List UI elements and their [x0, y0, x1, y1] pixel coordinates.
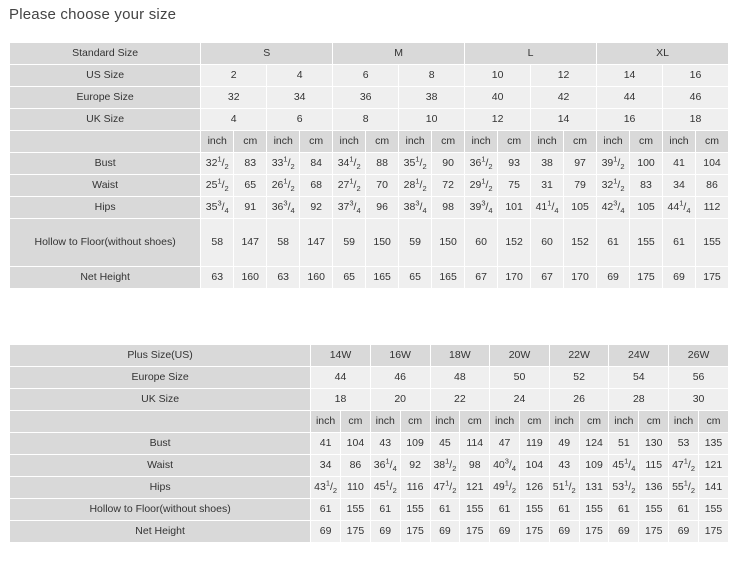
- measurement-value-cell: $39^3/_4$: [465, 197, 498, 219]
- measurement-value-cell: 43: [549, 455, 579, 477]
- unit-header-cell: inch: [201, 131, 234, 153]
- table-row: [10, 87, 729, 109]
- measurement-value-cell: 65: [333, 267, 366, 289]
- measurement-value-cell: $41^1/_4$: [531, 197, 564, 219]
- measurement-value-cell: 119: [519, 433, 549, 455]
- measurement-value-cell: 49: [549, 433, 579, 455]
- table-row: [10, 499, 729, 521]
- measurement-value-cell: 84: [300, 153, 333, 175]
- plus-size-chart: [9, 344, 729, 543]
- unit-header-cell: cm: [564, 131, 597, 153]
- standard-size-table: [9, 42, 729, 289]
- table-row: [10, 345, 729, 367]
- size-value-cell: 36: [333, 87, 399, 109]
- measurement-value-cell: 97: [564, 153, 597, 175]
- measurement-value-cell: 141: [698, 477, 728, 499]
- measurement-value-cell: 69: [663, 267, 696, 289]
- measurement-value-cell: 116: [400, 477, 430, 499]
- measurement-value-cell: 155: [519, 499, 549, 521]
- measurement-value-cell: 160: [234, 267, 267, 289]
- measurement-value-cell: 31: [531, 175, 564, 197]
- measurement-value-cell: 104: [341, 433, 371, 455]
- measurement-value-cell: 170: [498, 267, 531, 289]
- unit-header-cell: inch: [370, 411, 400, 433]
- measurement-value-cell: 126: [519, 477, 549, 499]
- measurement-value-cell: 98: [432, 197, 465, 219]
- measurement-value-cell: $38^1/_2$: [430, 455, 460, 477]
- table-row: [10, 109, 729, 131]
- size-value-cell: 50: [490, 367, 550, 389]
- measurement-value-cell: 61: [490, 499, 520, 521]
- measurement-value-cell: 109: [579, 455, 609, 477]
- measurement-value-cell: 96: [366, 197, 399, 219]
- table-row: [10, 521, 729, 543]
- unit-header-cell: inch: [465, 131, 498, 153]
- measurement-value-cell: 175: [639, 521, 669, 543]
- unit-header-cell: inch: [669, 411, 699, 433]
- measurement-value-cell: 147: [300, 219, 333, 267]
- measurement-value-cell: 58: [267, 219, 300, 267]
- row-header-units: [10, 131, 201, 153]
- measurement-value-cell: 175: [579, 521, 609, 543]
- size-value-cell: 26W: [669, 345, 729, 367]
- measurement-value-cell: 150: [432, 219, 465, 267]
- measurement-value-cell: 114: [460, 433, 490, 455]
- measurement-value-cell: 47: [490, 433, 520, 455]
- measurement-value-cell: 60: [465, 219, 498, 267]
- measurement-value-cell: $45^1/_4$: [609, 455, 639, 477]
- measurement-value-cell: 150: [366, 219, 399, 267]
- measurement-value-cell: 100: [630, 153, 663, 175]
- measurement-value-cell: 101: [498, 197, 531, 219]
- size-value-cell: 22W: [549, 345, 609, 367]
- size-value-cell: 18W: [430, 345, 490, 367]
- unit-header-cell: cm: [498, 131, 531, 153]
- measurement-value-cell: $36^1/_2$: [465, 153, 498, 175]
- measurement-value-cell: $29^1/_2$: [465, 175, 498, 197]
- table-row: [10, 367, 729, 389]
- size-value-cell: 14W: [311, 345, 371, 367]
- unit-header-cell: inch: [311, 411, 341, 433]
- table-row: [10, 43, 729, 65]
- row-header-europe-size: Europe Size: [10, 367, 311, 389]
- size-value-cell: 10: [399, 109, 465, 131]
- measurement-value-cell: 105: [564, 197, 597, 219]
- measurement-value-cell: 155: [639, 499, 669, 521]
- measurement-value-cell: 51: [609, 433, 639, 455]
- measurement-value-cell: 155: [630, 219, 663, 267]
- table-row: [10, 389, 729, 411]
- size-value-cell: 12: [465, 109, 531, 131]
- size-value-cell: 16: [597, 109, 663, 131]
- measurement-value-cell: 155: [400, 499, 430, 521]
- measurement-value-cell: 34: [311, 455, 341, 477]
- measurement-value-cell: 175: [341, 521, 371, 543]
- measurement-value-cell: 58: [201, 219, 234, 267]
- plus-size-table: [9, 344, 729, 543]
- measurement-value-cell: 61: [311, 499, 341, 521]
- measurement-value-cell: $33^1/_2$: [267, 153, 300, 175]
- standard-size-chart: [9, 42, 729, 289]
- measurement-value-cell: 91: [234, 197, 267, 219]
- measurement-value-cell: $36^1/_4$: [370, 455, 400, 477]
- measurement-value-cell: 53: [669, 433, 699, 455]
- measurement-value-cell: 110: [341, 477, 371, 499]
- measurement-value-cell: 104: [519, 455, 549, 477]
- size-value-cell: 48: [430, 367, 490, 389]
- measurement-value-cell: 86: [341, 455, 371, 477]
- size-value-cell: 8: [399, 65, 465, 87]
- size-value-cell: 6: [267, 109, 333, 131]
- measurement-row-label: Waist: [10, 175, 201, 197]
- measurement-value-cell: 175: [696, 267, 729, 289]
- measurement-value-cell: $36^3/_4$: [267, 197, 300, 219]
- measurement-value-cell: $32^1/_2$: [597, 175, 630, 197]
- measurement-value-cell: 105: [630, 197, 663, 219]
- measurement-value-cell: 61: [370, 499, 400, 521]
- measurement-value-cell: $26^1/_2$: [267, 175, 300, 197]
- measurement-value-cell: $35^3/_4$: [201, 197, 234, 219]
- measurement-value-cell: $39^1/_2$: [597, 153, 630, 175]
- measurement-value-cell: 61: [597, 219, 630, 267]
- measurement-value-cell: 75: [498, 175, 531, 197]
- size-value-cell: 10: [465, 65, 531, 87]
- unit-header-cell: cm: [341, 411, 371, 433]
- unit-header-cell: inch: [597, 131, 630, 153]
- size-value-cell: 40: [465, 87, 531, 109]
- table-row: [10, 175, 729, 197]
- measurement-value-cell: $51^1/_2$: [549, 477, 579, 499]
- size-value-cell: 42: [531, 87, 597, 109]
- unit-header-cell: cm: [234, 131, 267, 153]
- table-row: [10, 153, 729, 175]
- size-value-cell: 24W: [609, 345, 669, 367]
- measurement-value-cell: 88: [366, 153, 399, 175]
- size-value-cell: 34: [267, 87, 333, 109]
- measurement-value-cell: 136: [639, 477, 669, 499]
- measurement-value-cell: $34^1/_2$: [333, 153, 366, 175]
- measurement-value-cell: 155: [460, 499, 490, 521]
- measurement-value-cell: 69: [549, 521, 579, 543]
- row-header-uk-size: UK Size: [10, 109, 201, 131]
- table-row: [10, 411, 729, 433]
- measurement-value-cell: $44^1/_4$: [663, 197, 696, 219]
- measurement-value-cell: 155: [341, 499, 371, 521]
- row-header-plus-size: Plus Size(US): [10, 345, 311, 367]
- row-header-uk-size: UK Size: [10, 389, 311, 411]
- size-value-cell: 32: [201, 87, 267, 109]
- measurement-value-cell: $43^1/_2$: [311, 477, 341, 499]
- size-value-cell: 30: [669, 389, 729, 411]
- table-row: [10, 433, 729, 455]
- table-row: [10, 267, 729, 289]
- measurement-value-cell: 155: [698, 499, 728, 521]
- measurement-value-cell: 92: [400, 455, 430, 477]
- unit-header-cell: inch: [609, 411, 639, 433]
- size-value-cell: 12: [531, 65, 597, 87]
- unit-header-cell: inch: [430, 411, 460, 433]
- measurement-value-cell: $55^1/_2$: [669, 477, 699, 499]
- measurement-value-cell: $27^1/_2$: [333, 175, 366, 197]
- unit-header-cell: cm: [579, 411, 609, 433]
- measurement-value-cell: 135: [698, 433, 728, 455]
- size-value-cell: 52: [549, 367, 609, 389]
- measurement-value-cell: $32^1/_2$: [201, 153, 234, 175]
- size-value-cell: 44: [597, 87, 663, 109]
- measurement-value-cell: 152: [498, 219, 531, 267]
- size-value-cell: 16W: [370, 345, 430, 367]
- size-value-cell: 18: [663, 109, 729, 131]
- size-value-cell: 24: [490, 389, 550, 411]
- unit-header-cell: inch: [399, 131, 432, 153]
- measurement-value-cell: 115: [639, 455, 669, 477]
- row-header-standard-size: Standard Size: [10, 43, 201, 65]
- size-value-cell: 28: [609, 389, 669, 411]
- measurement-value-cell: 61: [663, 219, 696, 267]
- measurement-value-cell: 155: [579, 499, 609, 521]
- unit-header-cell: cm: [400, 411, 430, 433]
- measurement-row-label: Bust: [10, 433, 311, 455]
- measurement-value-cell: 72: [432, 175, 465, 197]
- measurement-value-cell: 67: [531, 267, 564, 289]
- measurement-row-label: Net Height: [10, 267, 201, 289]
- measurement-row-label: Hips: [10, 197, 201, 219]
- measurement-value-cell: 69: [490, 521, 520, 543]
- measurement-value-cell: $42^3/_4$: [597, 197, 630, 219]
- measurement-value-cell: 63: [201, 267, 234, 289]
- row-header-europe-size: Europe Size: [10, 87, 201, 109]
- measurement-value-cell: 59: [333, 219, 366, 267]
- size-value-cell: 2: [201, 65, 267, 87]
- size-group-header: M: [333, 43, 465, 65]
- measurement-value-cell: $35^1/_2$: [399, 153, 432, 175]
- size-value-cell: 46: [370, 367, 430, 389]
- size-group-header: S: [201, 43, 333, 65]
- measurement-value-cell: 70: [366, 175, 399, 197]
- unit-header-cell: inch: [663, 131, 696, 153]
- measurement-value-cell: $47^1/_2$: [669, 455, 699, 477]
- table-row: [10, 197, 729, 219]
- measurement-value-cell: 121: [460, 477, 490, 499]
- measurement-value-cell: 175: [630, 267, 663, 289]
- size-value-cell: 8: [333, 109, 399, 131]
- measurement-value-cell: $45^1/_2$: [370, 477, 400, 499]
- measurement-value-cell: 63: [267, 267, 300, 289]
- size-value-cell: 44: [311, 367, 371, 389]
- unit-header-cell: cm: [432, 131, 465, 153]
- measurement-value-cell: 61: [430, 499, 460, 521]
- row-header-us-size: US Size: [10, 65, 201, 87]
- measurement-value-cell: 175: [698, 521, 728, 543]
- unit-header-cell: inch: [267, 131, 300, 153]
- measurement-value-cell: 170: [564, 267, 597, 289]
- measurement-value-cell: 175: [519, 521, 549, 543]
- measurement-row-label: Net Height: [10, 521, 311, 543]
- measurement-row-label: Hips: [10, 477, 311, 499]
- size-group-header: L: [465, 43, 597, 65]
- measurement-value-cell: 69: [311, 521, 341, 543]
- measurement-value-cell: 43: [370, 433, 400, 455]
- measurement-value-cell: 112: [696, 197, 729, 219]
- measurement-value-cell: 130: [639, 433, 669, 455]
- size-value-cell: 22: [430, 389, 490, 411]
- measurement-value-cell: 59: [399, 219, 432, 267]
- measurement-value-cell: 121: [698, 455, 728, 477]
- size-value-cell: 14: [531, 109, 597, 131]
- measurement-value-cell: $47^1/_2$: [430, 477, 460, 499]
- size-value-cell: 16: [663, 65, 729, 87]
- measurement-value-cell: 175: [460, 521, 490, 543]
- measurement-value-cell: 131: [579, 477, 609, 499]
- measurement-value-cell: 92: [300, 197, 333, 219]
- measurement-row-label: Waist: [10, 455, 311, 477]
- size-value-cell: 38: [399, 87, 465, 109]
- size-value-cell: 56: [669, 367, 729, 389]
- size-value-cell: 4: [267, 65, 333, 87]
- measurement-row-label: Hollow to Floor(without shoes): [10, 219, 201, 267]
- measurement-value-cell: 86: [696, 175, 729, 197]
- measurement-value-cell: $40^3/_4$: [490, 455, 520, 477]
- table-row: [10, 131, 729, 153]
- size-value-cell: 14: [597, 65, 663, 87]
- measurement-value-cell: 83: [630, 175, 663, 197]
- size-value-cell: 4: [201, 109, 267, 131]
- measurement-value-cell: 93: [498, 153, 531, 175]
- measurement-value-cell: 34: [663, 175, 696, 197]
- unit-header-cell: cm: [519, 411, 549, 433]
- table-row: [10, 477, 729, 499]
- measurement-value-cell: 160: [300, 267, 333, 289]
- unit-header-cell: inch: [549, 411, 579, 433]
- unit-header-cell: cm: [630, 131, 663, 153]
- size-value-cell: 46: [663, 87, 729, 109]
- measurement-value-cell: 124: [579, 433, 609, 455]
- size-value-cell: 20: [370, 389, 430, 411]
- unit-header-cell: cm: [366, 131, 399, 153]
- measurement-value-cell: 61: [549, 499, 579, 521]
- measurement-value-cell: $38^3/_4$: [399, 197, 432, 219]
- measurement-value-cell: 83: [234, 153, 267, 175]
- measurement-value-cell: $25^1/_2$: [201, 175, 234, 197]
- measurement-value-cell: 38: [531, 153, 564, 175]
- measurement-value-cell: 69: [597, 267, 630, 289]
- measurement-value-cell: 61: [669, 499, 699, 521]
- size-value-cell: 20W: [490, 345, 550, 367]
- measurement-value-cell: 69: [370, 521, 400, 543]
- measurement-value-cell: 65: [234, 175, 267, 197]
- unit-header-cell: cm: [696, 131, 729, 153]
- size-value-cell: 18: [311, 389, 371, 411]
- measurement-value-cell: 65: [399, 267, 432, 289]
- measurement-value-cell: 45: [430, 433, 460, 455]
- unit-header-cell: cm: [300, 131, 333, 153]
- measurement-value-cell: 90: [432, 153, 465, 175]
- measurement-value-cell: 79: [564, 175, 597, 197]
- measurement-value-cell: 104: [696, 153, 729, 175]
- measurement-value-cell: 69: [430, 521, 460, 543]
- table-row: [10, 455, 729, 477]
- measurement-value-cell: 175: [400, 521, 430, 543]
- page-title: Please choose your size: [9, 6, 177, 23]
- table-row: [10, 219, 729, 267]
- measurement-value-cell: 155: [696, 219, 729, 267]
- unit-header-cell: inch: [490, 411, 520, 433]
- measurement-value-cell: 60: [531, 219, 564, 267]
- measurement-value-cell: 147: [234, 219, 267, 267]
- measurement-value-cell: 41: [311, 433, 341, 455]
- size-value-cell: 26: [549, 389, 609, 411]
- unit-header-cell: inch: [333, 131, 366, 153]
- measurement-value-cell: 152: [564, 219, 597, 267]
- size-value-cell: 54: [609, 367, 669, 389]
- measurement-value-cell: $37^3/_4$: [333, 197, 366, 219]
- measurement-value-cell: $49^1/_2$: [490, 477, 520, 499]
- unit-header-cell: inch: [531, 131, 564, 153]
- unit-header-cell: cm: [639, 411, 669, 433]
- measurement-value-cell: 67: [465, 267, 498, 289]
- measurement-value-cell: $53^1/_2$: [609, 477, 639, 499]
- measurement-value-cell: 165: [366, 267, 399, 289]
- measurement-value-cell: 69: [609, 521, 639, 543]
- unit-header-cell: cm: [698, 411, 728, 433]
- measurement-value-cell: $28^1/_2$: [399, 175, 432, 197]
- measurement-value-cell: 165: [432, 267, 465, 289]
- measurement-row-label: Bust: [10, 153, 201, 175]
- measurement-value-cell: 61: [609, 499, 639, 521]
- measurement-value-cell: 68: [300, 175, 333, 197]
- measurement-value-cell: 41: [663, 153, 696, 175]
- measurement-row-label: Hollow to Floor(without shoes): [10, 499, 311, 521]
- size-group-header: XL: [597, 43, 729, 65]
- row-header-units: [10, 411, 311, 433]
- measurement-value-cell: 98: [460, 455, 490, 477]
- size-value-cell: 6: [333, 65, 399, 87]
- unit-header-cell: cm: [460, 411, 490, 433]
- measurement-value-cell: 69: [669, 521, 699, 543]
- measurement-value-cell: 109: [400, 433, 430, 455]
- table-row: [10, 65, 729, 87]
